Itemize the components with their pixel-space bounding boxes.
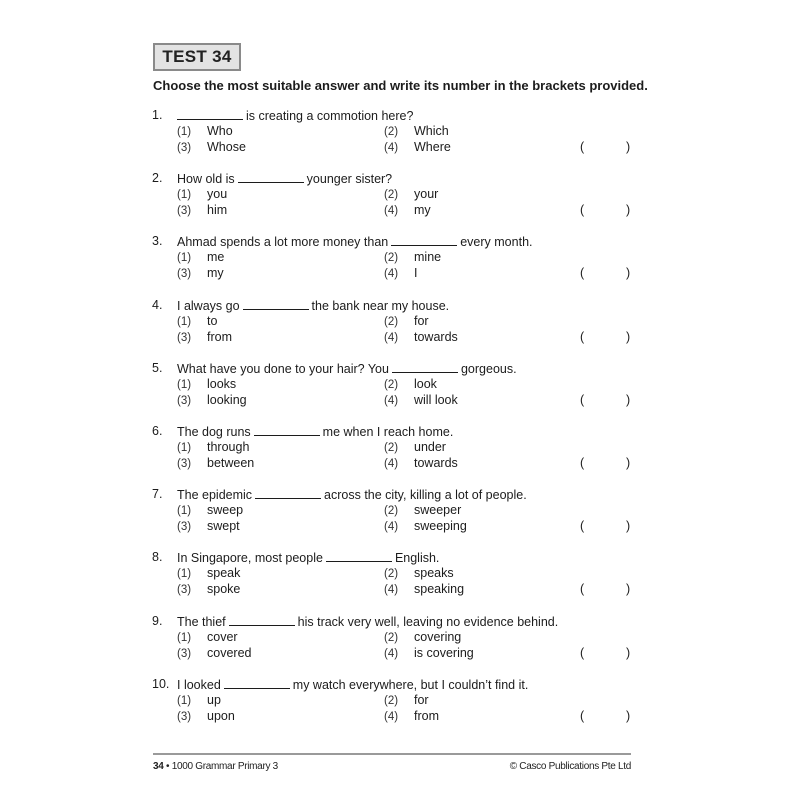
answer-bracket-open[interactable]: ( — [580, 456, 585, 470]
option-number: (4) — [384, 711, 399, 723]
instruction-text: Choose the most suitable answer and write its number in the brackets provided. — [153, 78, 648, 93]
option-3 — [177, 582, 240, 596]
option-number: (1) — [177, 252, 192, 264]
question-text-after: every month. — [460, 235, 533, 249]
option-text: mine — [414, 250, 442, 264]
option-text: I — [414, 266, 418, 280]
option-1 — [177, 693, 221, 707]
option-3 — [177, 330, 232, 344]
question-text — [177, 108, 413, 123]
answer-bracket-close[interactable]: ) — [626, 393, 631, 407]
option-number: (4) — [384, 521, 399, 533]
option-text: under — [414, 440, 446, 454]
option-text: Where — [414, 140, 451, 154]
option-3 — [177, 646, 251, 660]
question-item — [152, 171, 642, 231]
option-number: (1) — [177, 316, 192, 328]
footer-page-number: 34 — [153, 761, 164, 772]
footer-separator: • — [166, 761, 170, 772]
answer-blank[interactable] — [224, 677, 290, 689]
answer-blank[interactable] — [391, 234, 457, 246]
option-4 — [384, 709, 439, 723]
option-number: (1) — [177, 695, 192, 707]
option-number: (2) — [384, 252, 399, 264]
option-1 — [177, 187, 227, 201]
answer-bracket-open[interactable]: ( — [580, 393, 585, 407]
option-2 — [384, 693, 429, 707]
option-text: swept — [207, 519, 240, 533]
question-text-before: The dog runs — [177, 425, 251, 439]
question-text — [177, 171, 392, 186]
question-number: 5. — [152, 361, 163, 375]
option-text: will look — [414, 393, 458, 407]
question-text-before: I always go — [177, 299, 240, 313]
option-4 — [384, 330, 458, 344]
question-item — [152, 234, 642, 294]
answer-blank[interactable] — [238, 171, 304, 183]
option-2 — [384, 503, 461, 517]
question-text-after: English. — [394, 551, 440, 565]
option-2 — [384, 630, 461, 644]
question-item — [152, 614, 642, 674]
answer-bracket-close[interactable]: ) — [626, 203, 631, 217]
answer-bracket-open[interactable]: ( — [580, 203, 585, 217]
question-item — [152, 487, 642, 547]
option-4 — [384, 582, 464, 596]
question-number: 1. — [152, 108, 163, 122]
answer-bracket-close[interactable]: ) — [626, 330, 631, 344]
option-text: through — [207, 440, 250, 454]
option-number: (1) — [177, 505, 192, 517]
option-number: (2) — [384, 316, 399, 328]
answer-bracket-close[interactable]: ) — [626, 709, 631, 723]
answer-bracket-close[interactable]: ) — [626, 582, 631, 596]
question-text — [177, 677, 528, 692]
option-text: between — [207, 456, 255, 470]
option-3 — [177, 140, 246, 154]
option-text: looks — [207, 377, 237, 391]
option-3 — [177, 203, 227, 217]
option-text: covering — [414, 630, 462, 644]
option-text: towards — [414, 330, 458, 344]
option-number: (3) — [177, 395, 192, 407]
option-2 — [384, 124, 449, 138]
option-text: cover — [207, 630, 238, 644]
footer-divider — [153, 753, 631, 755]
answer-blank[interactable] — [392, 361, 458, 373]
option-3 — [177, 709, 235, 723]
test-title-box — [153, 43, 241, 71]
footer-left — [153, 761, 278, 772]
question-text-after: is creating a commotion here? — [246, 109, 414, 123]
option-3 — [177, 393, 247, 407]
option-text: him — [207, 203, 228, 217]
option-4 — [384, 266, 417, 280]
answer-bracket-close[interactable]: ) — [626, 456, 631, 470]
question-item — [152, 677, 642, 737]
option-number: (3) — [177, 268, 192, 280]
footer-copyright: © Casco Publications Pte Ltd — [509, 761, 631, 772]
option-text: sweep — [207, 503, 244, 517]
question-text-before: The thief — [177, 615, 226, 629]
question-text-after: across the city, killing a lot of people. — [324, 488, 527, 502]
answer-blank[interactable] — [255, 487, 321, 499]
option-4 — [384, 646, 474, 660]
question-text — [177, 234, 533, 249]
question-text-before: How old is — [177, 172, 235, 186]
option-text: spoke — [207, 582, 241, 596]
option-4 — [384, 203, 431, 217]
option-2 — [384, 187, 438, 201]
answer-bracket-close[interactable]: ) — [626, 266, 631, 280]
question-text — [177, 361, 517, 376]
option-text: for — [414, 693, 429, 707]
option-text: is covering — [414, 646, 474, 660]
option-1 — [177, 566, 240, 580]
option-1 — [177, 250, 224, 264]
question-number: 10. — [152, 677, 170, 691]
option-text: to — [207, 314, 218, 328]
question-text — [177, 614, 558, 629]
option-text: sweeper — [414, 503, 462, 517]
question-item — [152, 108, 642, 168]
question-text-before: The epidemic — [177, 488, 253, 502]
option-text: up — [207, 693, 221, 707]
option-text: my — [414, 203, 431, 217]
option-number: (4) — [384, 268, 399, 280]
question-number: 4. — [152, 298, 163, 312]
option-number: (3) — [177, 648, 192, 660]
option-number: (1) — [177, 126, 192, 138]
question-number: 6. — [152, 424, 163, 438]
option-number: (1) — [177, 568, 192, 580]
answer-blank[interactable] — [326, 550, 392, 562]
option-2 — [384, 566, 454, 580]
option-3 — [177, 519, 240, 533]
option-2 — [384, 314, 429, 328]
option-3 — [177, 266, 224, 280]
option-text: you — [207, 187, 228, 201]
question-text-before: I looked — [177, 678, 221, 692]
option-number: (2) — [384, 632, 399, 644]
option-number: (2) — [384, 442, 399, 454]
option-1 — [177, 314, 217, 328]
option-text: covered — [207, 646, 252, 660]
option-number: (4) — [384, 332, 399, 344]
option-number: (2) — [384, 568, 399, 580]
option-number: (1) — [177, 632, 192, 644]
option-number: (4) — [384, 395, 399, 407]
option-1 — [177, 440, 249, 454]
answer-bracket-close[interactable]: ) — [626, 519, 631, 533]
option-text: speak — [207, 566, 241, 580]
option-number: (3) — [177, 142, 192, 154]
option-number: (3) — [177, 584, 192, 596]
question-number: 7. — [152, 487, 163, 501]
question-text — [177, 487, 527, 502]
option-3 — [177, 456, 254, 470]
option-number: (2) — [384, 189, 399, 201]
answer-blank[interactable] — [229, 614, 295, 626]
option-number: (3) — [177, 711, 192, 723]
question-text-before: What have you done to your hair? You — [177, 362, 389, 376]
option-number: (1) — [177, 442, 192, 454]
option-number: (2) — [384, 695, 399, 707]
question-number: 8. — [152, 550, 163, 564]
option-number: (1) — [177, 189, 192, 201]
question-text — [177, 298, 449, 313]
option-number: (4) — [384, 458, 399, 470]
option-text: towards — [414, 456, 458, 470]
answer-bracket-open[interactable]: ( — [580, 140, 585, 154]
option-4 — [384, 519, 467, 533]
option-number: (3) — [177, 458, 192, 470]
question-item — [152, 424, 642, 484]
option-text: upon — [207, 709, 235, 723]
question-text — [177, 424, 453, 439]
option-text: Which — [414, 124, 449, 138]
option-number: (4) — [384, 205, 399, 217]
option-text: my — [207, 266, 224, 280]
option-number: (4) — [384, 584, 399, 596]
question-item — [152, 298, 642, 358]
answer-bracket-close[interactable]: ) — [626, 140, 631, 154]
option-text: me — [207, 250, 225, 264]
option-number: (2) — [384, 379, 399, 391]
answer-blank[interactable] — [243, 298, 309, 310]
option-1 — [177, 503, 243, 517]
option-number: (1) — [177, 379, 192, 391]
option-number: (3) — [177, 205, 192, 217]
answer-bracket-open[interactable]: ( — [580, 582, 585, 596]
answer-bracket-open[interactable]: ( — [580, 709, 585, 723]
option-number: (4) — [384, 648, 399, 660]
option-text: for — [414, 314, 429, 328]
option-4 — [384, 456, 458, 470]
option-text: Who — [207, 124, 233, 138]
question-text — [177, 550, 439, 565]
question-text-after: gorgeous. — [460, 362, 517, 376]
option-text: your — [414, 187, 439, 201]
option-number: (4) — [384, 142, 399, 154]
option-number: (3) — [177, 521, 192, 533]
answer-bracket-open[interactable]: ( — [580, 330, 585, 344]
answer-bracket-open[interactable]: ( — [580, 646, 585, 660]
test-title: TEST 34 — [162, 47, 232, 66]
option-2 — [384, 377, 437, 391]
option-text: looking — [207, 393, 247, 407]
question-text-after: the bank near my house. — [311, 299, 450, 313]
option-4 — [384, 140, 451, 154]
option-text: speaks — [414, 566, 454, 580]
option-4 — [384, 393, 458, 407]
option-1 — [177, 377, 236, 391]
answer-blank[interactable] — [177, 108, 243, 120]
option-1 — [177, 124, 233, 138]
question-item — [152, 361, 642, 421]
question-number: 9. — [152, 614, 163, 628]
option-text: look — [414, 377, 437, 391]
answer-bracket-close[interactable]: ) — [626, 646, 631, 660]
question-text-after: me when I reach home. — [322, 425, 454, 439]
option-2 — [384, 250, 441, 264]
question-number: 3. — [152, 234, 163, 248]
answer-bracket-open[interactable]: ( — [580, 266, 585, 280]
answer-blank[interactable] — [254, 424, 320, 436]
question-text-after: younger sister? — [306, 172, 393, 186]
option-number: (2) — [384, 126, 399, 138]
question-number: 2. — [152, 171, 163, 185]
option-text: speaking — [414, 582, 465, 596]
question-text-after: my watch everywhere, but I couldn’t find it. — [292, 678, 529, 692]
option-1 — [177, 630, 238, 644]
question-item — [152, 550, 642, 610]
option-text: from — [414, 709, 439, 723]
question-text-after: his track very well, leaving no evidence behind. — [297, 615, 559, 629]
option-number: (2) — [384, 505, 399, 517]
answer-bracket-open[interactable]: ( — [580, 519, 585, 533]
option-number: (3) — [177, 332, 192, 344]
footer-book-title: 1000 Grammar Primary 3 — [171, 761, 278, 772]
option-text: sweeping — [414, 519, 467, 533]
option-text: from — [207, 330, 232, 344]
question-text-before: In Singapore, most people — [177, 551, 323, 565]
option-text: Whose — [207, 140, 246, 154]
question-text-before: Ahmad spends a lot more money than — [177, 235, 389, 249]
option-2 — [384, 440, 446, 454]
